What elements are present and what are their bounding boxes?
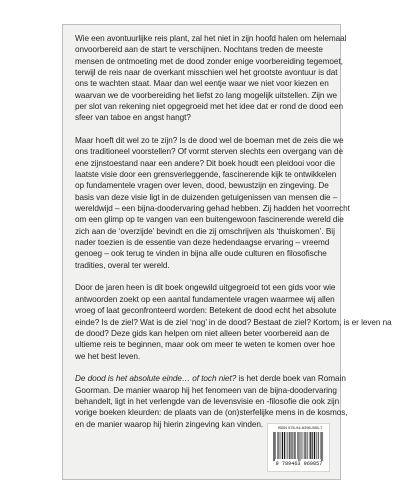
barcode-bar bbox=[275, 432, 276, 459]
barcode-bar bbox=[292, 432, 293, 459]
barcode-bar bbox=[284, 432, 285, 459]
isbn-label: ISBN 978-94-6396-985-7 bbox=[277, 425, 323, 430]
barcode-bar bbox=[301, 432, 302, 459]
text-line-rest: is het derde boek van Romain bbox=[236, 374, 346, 384]
barcode-bar bbox=[282, 432, 283, 459]
barcode-bar bbox=[299, 432, 300, 461]
paragraph-3 bbox=[75, 282, 392, 361]
barcode-bar bbox=[303, 432, 304, 459]
barcode-bar bbox=[286, 432, 287, 459]
text-line: ene zijnstoestand naar een andere? Dit boek houdt een pleidooi voor die bbox=[75, 158, 336, 168]
barcode-bar bbox=[318, 432, 319, 459]
barcode-bars bbox=[272, 432, 328, 461]
text-line: om een glimp op te vangen van een buitengewoon fascinerende wereld die bbox=[75, 215, 344, 225]
barcode-bar bbox=[288, 432, 289, 459]
text-line: terwijl de reis naar de overkant misschien wel het grootste avontuur is dat bbox=[75, 68, 338, 78]
barcode-bar bbox=[295, 432, 296, 459]
text-line: per slot van rekening niet opgegroeid met het idee dat er rond de dood een bbox=[75, 102, 344, 112]
text-line: en de manier waarop hij hierin zingeving kan vinden. bbox=[75, 419, 264, 429]
barcode-bar bbox=[279, 432, 280, 459]
barcode-bar bbox=[294, 432, 295, 459]
text-line: tradities, overal ter wereld. bbox=[75, 260, 170, 270]
barcode-bar bbox=[304, 432, 305, 459]
text-line: zich aan de ‘overzijde’ bevindt en die zij omschrijven als ‘thuiskomen’. Bij bbox=[75, 226, 335, 236]
text-line: einde? Is de ziel? Wat is de ziel ‘nog’ in de dood? Bestaat de ziel? Kortom, is er leven na bbox=[75, 317, 392, 327]
barcode-bar bbox=[309, 432, 310, 459]
barcode-bar bbox=[277, 432, 278, 459]
barcode-bar bbox=[300, 432, 301, 461]
barcode-digits: 9 789463 969857 bbox=[275, 461, 323, 467]
barcode-bar bbox=[322, 432, 323, 461]
barcode-bar bbox=[317, 432, 318, 459]
barcode-bar bbox=[314, 432, 315, 459]
text-line: onvoorbereid aan de start te verschijnen. Nochtans treden de meeste bbox=[75, 45, 323, 55]
text-line: Maar hoeft dit wel zo te zijn? Is de dood wel de boeman met de zeis die we bbox=[75, 136, 344, 146]
text-line: waarvan we de voorbereiding het liefst zo lang mogelijk uitstellen. Zijn we bbox=[75, 90, 338, 100]
barcode-bar bbox=[312, 432, 313, 459]
text-line: antwoorden zoekt op een aantal fundamentele vragen waarmee wij allen bbox=[75, 294, 335, 304]
text-line: wereldwijd – een bijna-doodervaring gehad hebben. Zij hadden het voorrecht bbox=[75, 204, 350, 214]
text-line: vroeg of laat geconfronteerd worden: Betekent de dood echt het absolute bbox=[75, 306, 337, 316]
text-line: sfeer van taboe en angst hangt? bbox=[75, 113, 191, 123]
barcode-bar bbox=[289, 432, 290, 459]
text-line: Door de jaren heen is dit boek ongewild uitgegroeid tot een gids voor wie bbox=[75, 283, 336, 293]
barcode-bar bbox=[281, 432, 282, 459]
paragraph-4 bbox=[75, 373, 348, 430]
text-line: ons te wachten staat. Maar dan wel eentje waar we niet voor kiezen en bbox=[75, 79, 329, 89]
blurb-text bbox=[75, 33, 392, 430]
barcode-bar bbox=[305, 432, 306, 459]
barcode-bar bbox=[321, 432, 322, 461]
text-line: laatste visie door een grensverleggende, fascinerende kijk te ontwikkelen bbox=[75, 170, 337, 180]
barcode-bar bbox=[320, 432, 321, 459]
text-line: Goorman. De manier waarop hij het fenomeen van de bijna-doodervaring bbox=[75, 385, 337, 395]
text-line: ons traditioneel voorstellen? Of vormt sterven slechts een overgang van de bbox=[75, 147, 344, 157]
barcode-bar bbox=[274, 432, 275, 461]
text-line: de dood? Deze gids kan helpen om niet alleen beter voorbereid aan de bbox=[75, 328, 330, 338]
text-line: mensen de ontmoeting met de dood zonder enige voorbereiding tegemoet, bbox=[75, 56, 343, 66]
text-line: behandelt, ligt in het verlengde van de levensvisie en -filosofie die ook zijn bbox=[75, 396, 340, 406]
barcode-bar bbox=[307, 432, 308, 459]
paragraph-2 bbox=[75, 135, 350, 271]
text-line: we het best leven. bbox=[75, 351, 141, 361]
text-line: genoeg – ook terug te vinden in bijna alle oude culturen en filosofische bbox=[75, 249, 327, 259]
barcode-bar bbox=[273, 432, 274, 461]
text-line: nader toezien is de essentie van deze hedendaagse ervaring – vreemd bbox=[75, 238, 330, 248]
barcode-bar bbox=[297, 432, 298, 459]
text-line: op fundamentele vragen over leven, dood, bewustzijn en zingeving. De bbox=[75, 181, 329, 191]
text-line-with-italic-title bbox=[75, 373, 346, 384]
text-line: ultieme reis te beginnen, maar ook om meer te weten te komen over hoe bbox=[75, 340, 336, 350]
text-line: vorige boeken kleurden: de plaats van de (on)sterfelijke mens in de kosmos, bbox=[75, 408, 348, 418]
text-line: basis van deze visie ligt in de duizenden getuigenissen van mensen die – bbox=[75, 192, 338, 202]
text-line: Wie een avontuurlijke reis plant, zal het niet in zijn hoofd halen om helemaal bbox=[75, 34, 347, 43]
book-title-italic: De dood is het absolute einde… of toch niet? bbox=[75, 374, 237, 384]
barcode-bar bbox=[310, 432, 311, 459]
paragraph-1 bbox=[75, 33, 347, 124]
barcode-bar bbox=[291, 432, 292, 459]
